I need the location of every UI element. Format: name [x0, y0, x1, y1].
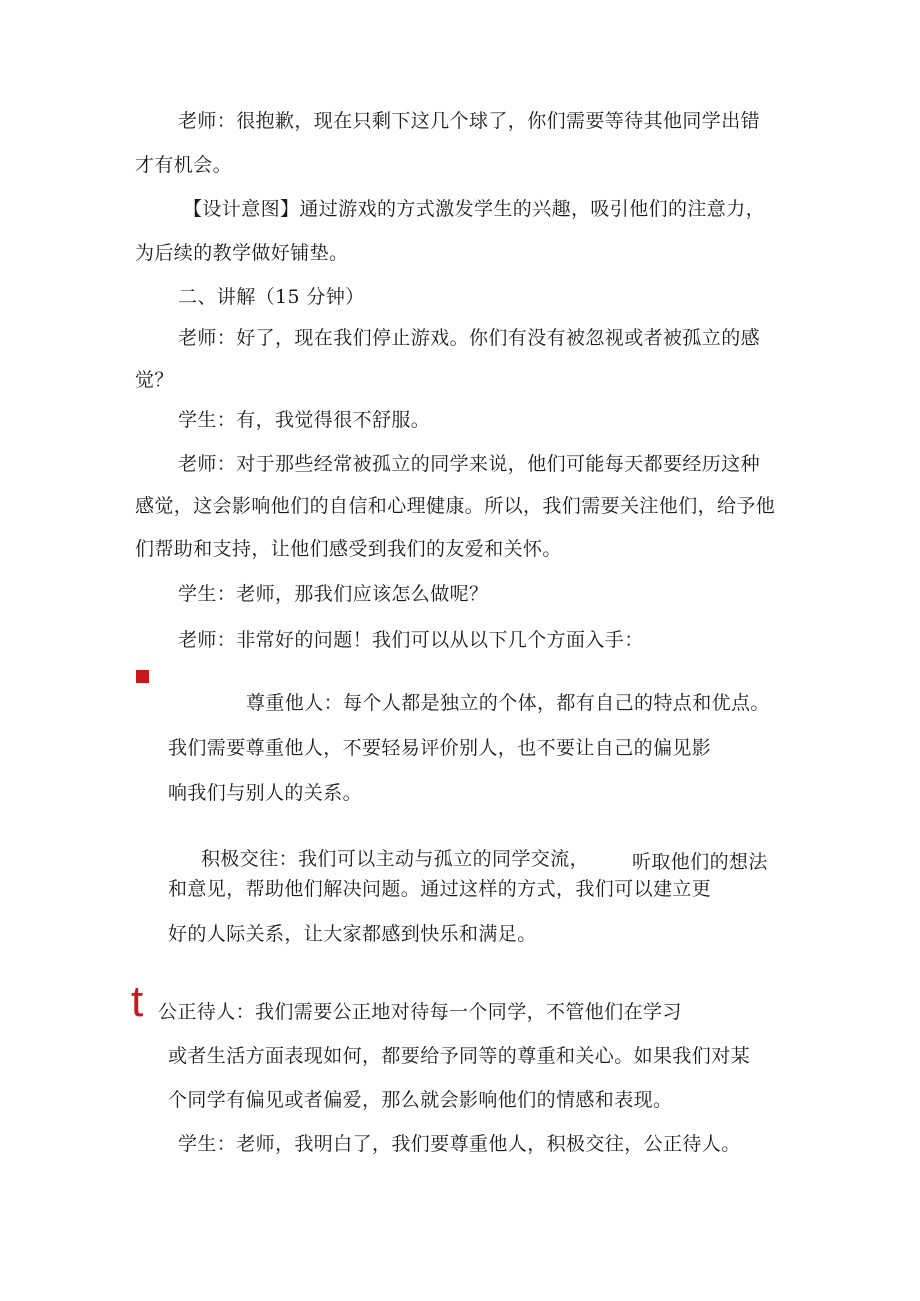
text-line: 好的人际关系，让大家都感到快乐和满足。	[168, 923, 537, 945]
text-line: 们帮助和支持，让他们感受到我们的友爱和关怀。	[135, 538, 562, 560]
text-line: 听取他们的想法	[632, 851, 768, 873]
text-line: 老师：对于那些经常被孤立的同学来说，他们可能每天都要经历这种	[178, 453, 761, 475]
text-line: 或者生活方面表现如何，都要给予同等的尊重和关心。如果我们对某	[168, 1045, 751, 1067]
text-line: 学生：老师，那我们应该怎么做呢？	[178, 583, 489, 605]
red-t-marker-icon: t	[131, 977, 144, 1026]
text-line: 为后续的教学做好铺垫。	[135, 242, 349, 264]
text-line: 【设计意图】通过游戏的方式激发学生的兴趣，吸引他们的注意力，	[183, 198, 766, 220]
text-line: 学生：老师，我明白了，我们要尊重他人，积极交往，公正待人。	[178, 1133, 741, 1155]
text-line: 个同学有偏见或者偏爱，那么就会影响他们的情感和表现。	[168, 1089, 673, 1111]
text-line: 和意见，帮助他们解决问题。通过这样的方式，我们可以建立更	[168, 878, 712, 900]
text-line: 觉？	[135, 369, 174, 391]
text-line: 老师：很抱歉，现在只剩下这几个球了，你们需要等待其他同学出错	[178, 110, 761, 132]
text-line: 积极交往：我们可以主动与孤立的同学交流，	[201, 848, 590, 870]
text-line: 我们需要尊重他人，不要轻易评价别人，也不要让自己的偏见影	[168, 737, 712, 759]
text-line: 才有机会。	[135, 154, 233, 176]
text-line: 感觉，这会影响他们的自信和心理健康。所以，我们需要关注他们，给予他	[135, 495, 776, 517]
text-line: 公正待人：我们需要公正地对待每一个同学，不管他们在学习	[158, 1001, 682, 1023]
text-line: 老师：好了，现在我们停止游戏。你们有没有被忽视或者被孤立的感	[178, 327, 761, 349]
red-square-bullet-icon	[136, 670, 149, 683]
section-heading: 二、讲解（15 分钟）	[178, 286, 365, 308]
text-line: 响我们与别人的关系。	[168, 782, 363, 804]
text-line: 老师：非常好的问题！我们可以从以下几个方面入手：	[178, 629, 644, 651]
text-line: 学生：有，我觉得很不舒服。	[178, 409, 431, 431]
text-line: 尊重他人：每个人都是独立的个体，都有自己的特点和优点。	[246, 692, 770, 714]
